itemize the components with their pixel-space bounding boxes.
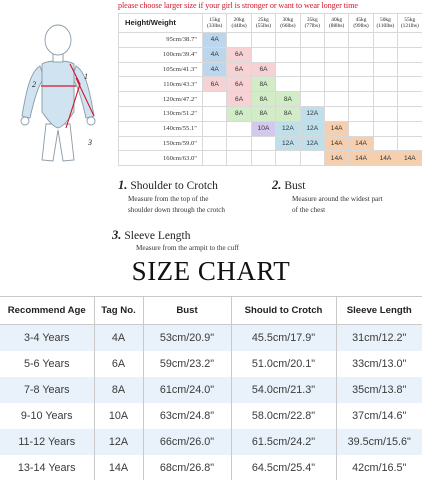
weight-header: 40kg (88lbs): [324, 14, 348, 33]
grid-row: [119, 121, 422, 136]
body-outline-icon: [8, 20, 113, 168]
figure-label-1: 1: [84, 72, 88, 81]
empty-cell: [349, 121, 373, 136]
sleeve-cell: 39.5cm/15.6": [336, 429, 422, 455]
empty-cell: [203, 151, 227, 166]
size-cell: 12A: [300, 121, 324, 136]
empty-cell: [276, 47, 300, 62]
page-title: SIZE CHART: [131, 256, 291, 286]
tag-cell: 12A: [94, 429, 143, 455]
note-shoulder-to-crotch: [118, 178, 268, 216]
age-cell: 11-12 Years: [0, 429, 94, 455]
sleeve-cell: 31cm/12.2": [336, 325, 422, 351]
size-chart-table: [0, 296, 422, 480]
empty-cell: [251, 136, 275, 151]
age-cell: 3-4 Years: [0, 325, 94, 351]
height-label: 110cm/43.3": [119, 77, 203, 92]
weight-header: 25kg (55lbs): [251, 14, 275, 33]
size-cell: 14A: [324, 151, 348, 166]
note-sleeve-length: [112, 228, 342, 254]
empty-cell: [227, 136, 251, 151]
size-cell: 14A: [373, 151, 397, 166]
size-cell: 8A: [227, 106, 251, 121]
empty-cell: [300, 62, 324, 77]
height-label: 105cm/41.3": [119, 62, 203, 77]
empty-cell: [227, 33, 251, 48]
note-number: 2.: [272, 178, 282, 192]
empty-cell: [276, 77, 300, 92]
note-description: shoulder down through the crotch: [128, 205, 226, 214]
column-header-tag: Tag No.: [94, 297, 143, 325]
size-cell: 6A: [227, 62, 251, 77]
weight-header: 20kg (44lbs): [227, 14, 251, 33]
size-cell: 8A: [251, 106, 275, 121]
weight-header: 15kg (33lbs): [203, 14, 227, 33]
column-header-age: Recommend Age: [0, 297, 94, 325]
size-cell: 14A: [349, 151, 373, 166]
size-cell: 4A: [203, 33, 227, 48]
empty-cell: [276, 62, 300, 77]
empty-cell: [203, 121, 227, 136]
empty-cell: [373, 106, 397, 121]
size-cell: 6A: [203, 77, 227, 92]
size-cell: 8A: [251, 92, 275, 107]
empty-cell: [251, 151, 275, 166]
note-description: of the chest: [292, 205, 326, 214]
bust-cell: 53cm/20.9": [143, 325, 231, 351]
tag-cell: 6A: [94, 351, 143, 377]
empty-cell: [203, 136, 227, 151]
size-cell: 8A: [251, 77, 275, 92]
grid-header-row: [119, 14, 422, 33]
size-cell: 6A: [227, 92, 251, 107]
bust-cell: 61cm/24.0": [143, 377, 231, 403]
age-cell: 5-6 Years: [0, 351, 94, 377]
empty-cell: [324, 106, 348, 121]
empty-cell: [300, 77, 324, 92]
grid-row: [119, 33, 422, 48]
size-cell: 6A: [227, 77, 251, 92]
height-label: 160cm/63.0": [119, 151, 203, 166]
empty-cell: [373, 33, 397, 48]
size-table-header-row: [0, 297, 422, 325]
table-row: [0, 403, 422, 429]
table-row: [0, 325, 422, 351]
empty-cell: [349, 106, 373, 121]
size-cell: 4A: [203, 62, 227, 77]
empty-cell: [300, 151, 324, 166]
empty-cell: [227, 121, 251, 136]
column-header-sleeve: Sleeve Length: [336, 297, 422, 325]
height-label: 130cm/51.2": [119, 106, 203, 121]
figure-label-2: 2: [32, 80, 36, 89]
empty-cell: [398, 92, 422, 107]
empty-cell: [227, 151, 251, 166]
size-cell: 12A: [276, 121, 300, 136]
weight-header: 45kg (99lbs): [349, 14, 373, 33]
grid-row: [119, 47, 422, 62]
weight-header: 50kg (110lbs): [373, 14, 397, 33]
size-advice-notice: please choose larger size if your girl is stronger or want to wear longer time: [118, 1, 358, 10]
empty-cell: [324, 92, 348, 107]
bust-cell: 59cm/23.2": [143, 351, 231, 377]
empty-cell: [398, 77, 422, 92]
empty-cell: [349, 77, 373, 92]
height-label: 120cm/47.2": [119, 92, 203, 107]
height-label: 100cm/39.4": [119, 47, 203, 62]
height-label: 140cm/55.1": [119, 121, 203, 136]
tag-cell: 10A: [94, 403, 143, 429]
empty-cell: [324, 33, 348, 48]
age-cell: 13-14 Years: [0, 455, 94, 480]
empty-cell: [203, 106, 227, 121]
empty-cell: [300, 47, 324, 62]
empty-cell: [276, 151, 300, 166]
height-weight-size-grid: [118, 13, 422, 166]
tag-cell: 14A: [94, 455, 143, 480]
weight-header: 30kg (66lbs): [276, 14, 300, 33]
empty-cell: [349, 62, 373, 77]
shoulder-crotch-cell: 58.0cm/22.8": [231, 403, 336, 429]
figure-label-3: 3: [88, 138, 92, 147]
empty-cell: [398, 106, 422, 121]
note-description: Measure from the top of the: [128, 195, 209, 203]
empty-cell: [373, 62, 397, 77]
empty-cell: [324, 47, 348, 62]
weight-header: 35kg (77lbs): [300, 14, 324, 33]
size-cell: 12A: [300, 136, 324, 151]
size-cell: 14A: [324, 121, 348, 136]
bust-cell: 66cm/26.0": [143, 429, 231, 455]
girl-leotard-illustration: [8, 20, 113, 168]
grid-row: [119, 151, 422, 166]
empty-cell: [398, 62, 422, 77]
size-cell: 6A: [251, 62, 275, 77]
empty-cell: [398, 121, 422, 136]
shoulder-crotch-cell: 61.5cm/24.2": [231, 429, 336, 455]
grid-row: [119, 92, 422, 107]
weight-header: 55kg (121lbs): [398, 14, 422, 33]
shoulder-crotch-cell: 54.0cm/21.3": [231, 377, 336, 403]
note-bust: [272, 178, 420, 216]
size-cell: 10A: [251, 121, 275, 136]
empty-cell: [373, 121, 397, 136]
age-cell: 9-10 Years: [0, 403, 94, 429]
bust-cell: 68cm/26.8": [143, 455, 231, 480]
sleeve-cell: 37cm/14.6": [336, 403, 422, 429]
sleeve-cell: 35cm/13.8": [336, 377, 422, 403]
table-row: [0, 351, 422, 377]
grid-body: [119, 33, 422, 166]
empty-cell: [398, 136, 422, 151]
column-header-shoulder-crotch: Should to Crotch: [231, 297, 336, 325]
empty-cell: [373, 47, 397, 62]
empty-cell: [276, 33, 300, 48]
size-cell: 4A: [203, 47, 227, 62]
sleeve-cell: 33cm/13.0": [336, 351, 422, 377]
empty-cell: [324, 62, 348, 77]
empty-cell: [251, 33, 275, 48]
empty-cell: [349, 47, 373, 62]
size-table-body: [0, 325, 422, 480]
empty-cell: [324, 77, 348, 92]
empty-cell: [349, 92, 373, 107]
note-title: Shoulder to Crotch: [130, 180, 218, 192]
empty-cell: [300, 33, 324, 48]
size-cell: 8A: [276, 92, 300, 107]
note-title: Bust: [284, 180, 306, 192]
column-header-bust: Bust: [143, 297, 231, 325]
grid-row: [119, 106, 422, 121]
empty-cell: [373, 92, 397, 107]
shoulder-crotch-cell: 51.0cm/20.1": [231, 351, 336, 377]
table-row: [0, 377, 422, 403]
table-row: [0, 429, 422, 455]
empty-cell: [398, 47, 422, 62]
tag-cell: 4A: [94, 325, 143, 351]
grid-row: [119, 62, 422, 77]
empty-cell: [398, 33, 422, 48]
size-cell: 12A: [300, 106, 324, 121]
empty-cell: [373, 136, 397, 151]
empty-cell: [251, 47, 275, 62]
note-number: 1.: [118, 178, 128, 192]
shoulder-crotch-cell: 64.5cm/25.4": [231, 455, 336, 480]
table-row: [0, 455, 422, 480]
grid-corner-header: Height/Weight: [119, 14, 203, 33]
shoulder-crotch-cell: 45.5cm/17.9": [231, 325, 336, 351]
size-cell: 8A: [276, 106, 300, 121]
size-cell: 14A: [349, 136, 373, 151]
bust-cell: 63cm/24.8": [143, 403, 231, 429]
tag-cell: 8A: [94, 377, 143, 403]
sleeve-cell: 42cm/16.5": [336, 455, 422, 480]
height-label: 95cm/38.7": [119, 33, 203, 48]
size-cell: 12A: [276, 136, 300, 151]
empty-cell: [300, 92, 324, 107]
note-title: Sleeve Length: [124, 230, 191, 242]
grid-row: [119, 77, 422, 92]
empty-cell: [373, 77, 397, 92]
empty-cell: [349, 33, 373, 48]
size-cell: 14A: [324, 136, 348, 151]
empty-cell: [203, 92, 227, 107]
grid-row: [119, 136, 422, 151]
note-number: 3.: [112, 228, 122, 242]
size-cell: 6A: [227, 47, 251, 62]
note-description: Measure around the widest part: [292, 195, 383, 203]
size-cell: 14A: [398, 151, 422, 166]
height-label: 150cm/59.0": [119, 136, 203, 151]
note-description: Measure from the armpit to the cuff: [136, 244, 239, 252]
age-cell: 7-8 Years: [0, 377, 94, 403]
